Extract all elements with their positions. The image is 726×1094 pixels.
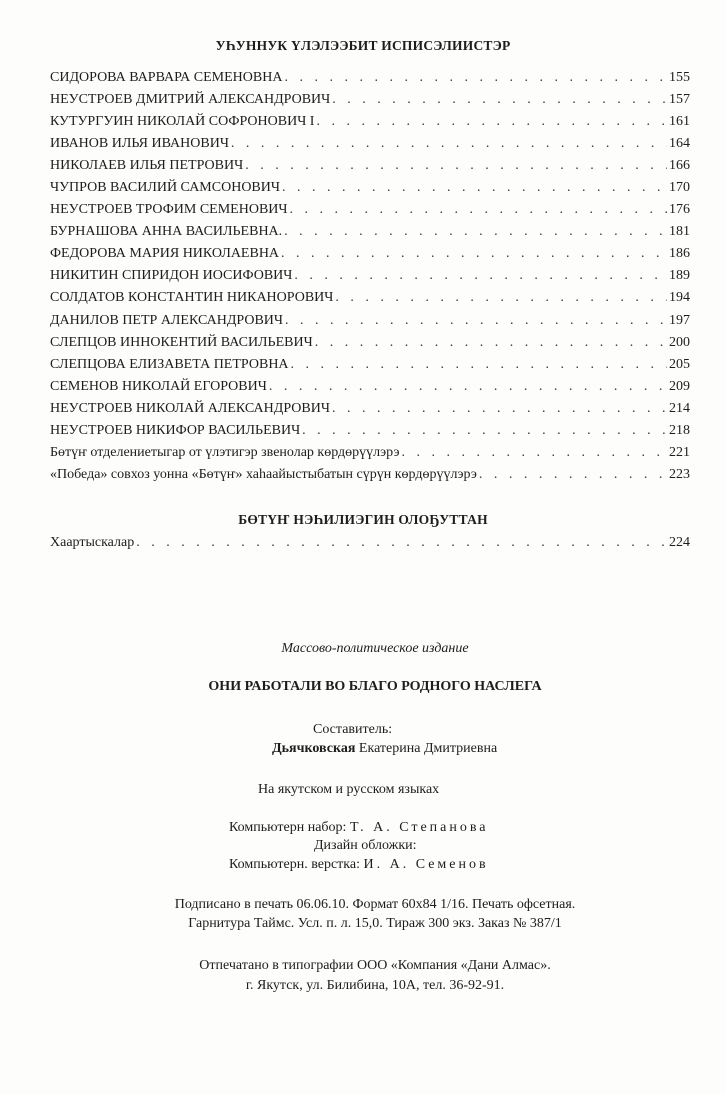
toc-entry-title: ФЕДОРОВА МАРИЯ НИКОЛАЕВНА [50,246,280,262]
toc-entry-page: 189 [669,268,690,284]
dot-leader [284,224,667,240]
book-title: ОНИ РАБОТАЛИ ВО БЛАГО РОДНОГО НАСЛЕГА [208,679,542,694]
toc-entry [50,202,690,224]
toc-entry-page: 194 [669,290,690,306]
toc-entry [50,313,690,335]
toc-entry-page: 221 [669,444,690,460]
toc-entry [50,268,690,290]
print-info: Подписано в печать 06.06.10. Формат 60x84 1/16. Печать офсетная. [174,897,576,912]
toc-entry-title: Хаартыскалар [50,535,135,550]
dot-leader [284,70,667,86]
section-title: БӨТҮҤ НЭҺИЛИЭГИН ОЛОҔУТТАН [238,512,488,527]
toc-entry-title: НИКИТИН СПИРИДОН ИОСИФОВИЧ [50,268,293,284]
toc-entry [50,335,690,357]
toc-entry [50,224,690,246]
dot-leader [281,246,667,262]
toc-entry [50,180,690,202]
compiler-label: Составитель: [313,722,393,737]
toc-entry-title: ДАНИЛОВ ПЕТР АЛЕКСАНДРОВИЧ [50,312,283,328]
toc-entry-title: НЕУСТРОЕВ ТРОФИМ СЕМЕНОВИЧ [50,202,288,218]
toc-entry [50,357,690,379]
toc-entry-page: 155 [669,70,690,85]
toc-entry-title: СОЛДАТОВ КОНСТАНТИН НИКАНОРОВИЧ [50,290,334,306]
toc-entry-page: 170 [669,180,690,196]
toc-entry [50,535,690,557]
toc-entry-page: 223 [669,466,690,482]
dot-leader [332,401,667,417]
toc-entry-title: БУРНАШОВА АННА ВАСИЛЬЕВНА. [50,224,283,240]
toc-entry [50,114,690,136]
toc-entry-page: 224 [669,535,690,550]
compiler-name: Екатерина Дмитриевна [358,741,498,756]
toc-entry-title: НИКОЛАЕВ ИЛЬЯ ПЕТРОВИЧ [50,158,244,174]
printer-info: г. Якутск, ул. Билибина, 10А, тел. 36-92-91. [245,978,505,993]
toc-entry-page: 205 [669,356,690,372]
dot-leader [290,202,668,218]
toc-entry-title: СЛЕПЦОВА ЕЛИЗАВЕТА ПЕТРОВНА [50,356,289,372]
toc-entry-title: КУТУРГУИН НИКОЛАЙ СОФРОНОВИЧ I [50,114,315,130]
toc-entry-page: 197 [669,312,690,328]
toc-entry-page: 176 [669,202,690,218]
table-of-contents [50,70,690,489]
toc-entry-page: 157 [669,92,690,108]
toc-entry [50,246,690,268]
toc-entry-page: 214 [669,400,690,416]
toc-entry-title: «Победа» совхоз уонна «Бөтүҥ» хаһаайыстыбатын сүрүн көрдөрүүлэрэ [50,466,477,482]
toc-entry-page: 166 [669,158,690,174]
print-info: Гарнитура Таймс. Усл. п. л. 15,0. Тираж 300 экз. Заказ № 387/1 [188,916,562,931]
toc-entry [50,290,690,312]
typeset-name: Т. А. Степанова [349,820,489,835]
toc-entry-page: 164 [669,136,690,152]
layout-label: Компьютерн. верстка: [229,857,360,872]
dot-leader [316,114,667,130]
toc-entry [50,70,690,92]
toc-entry-page: 186 [669,246,690,262]
toc-entry-title: СИДОРОВА ВАРВАРА СЕМЕНОВНА [50,70,283,85]
dot-leader [282,180,667,196]
toc-entry-page: 218 [669,422,690,438]
dot-leader [245,158,667,174]
toc-entry-title: СЛЕПЦОВ ИННОКЕНТИЙ ВАСИЛЬЕВИЧ [50,334,313,350]
section-title: УҺУННУК ҮЛЭЛЭЭБИТ ИСПИСЭЛИИСТЭР [215,38,511,53]
dot-leader [479,467,667,483]
printer-info: Отпечатано в типографии ООО «Компания «Дани Алмас». [199,958,551,973]
dot-leader [291,357,667,373]
toc-entry-page: 181 [669,224,690,240]
toc-entry [50,467,690,489]
dot-leader [231,136,667,152]
cover-label: Дизайн обложки: [314,838,417,853]
dot-leader [335,290,667,306]
dot-leader [315,335,667,351]
compiler-surname: Дьячковская [272,741,356,756]
dot-leader [136,535,667,551]
dot-leader [285,313,667,329]
toc-entry-title: ИВАНОВ ИЛЬЯ ИВАНОВИЧ [50,136,229,152]
toc-entry [50,158,690,180]
typeset-label: Компьютерн набор: [229,820,347,835]
toc-entry-title: Бөтүҥ отделениетыгар от үлэтигэр звенолар көрдөрүүлэрэ [50,444,400,460]
toc-entry-title: ЧУПРОВ ВАСИЛИЙ САМСОНОВИЧ [50,180,280,196]
dot-leader [294,268,667,284]
table-of-contents [50,535,690,557]
layout-name: И. А. Семенов [363,857,489,872]
toc-entry [50,92,690,114]
toc-entry-title: СЕМЕНОВ НИКОЛАЙ ЕГОРОВИЧ [50,378,267,394]
edition-type: Массово-политическое издание [281,641,469,656]
toc-entry-title: НЕУСТРОЕВ НИКОЛАЙ АЛЕКСАНДРОВИЧ [50,400,330,416]
toc-entry [50,423,690,445]
toc-entry [50,379,690,401]
dot-leader [332,92,667,108]
toc-entry [50,136,690,158]
languages: На якутском и русском языках [258,782,440,797]
toc-entry-page: 161 [669,114,690,130]
toc-entry-title: НЕУСТРОЕВ ДМИТРИЙ АЛЕКСАНДРОВИЧ [50,92,331,108]
dot-leader [269,379,667,395]
dot-leader [302,423,667,439]
toc-entry [50,445,690,467]
toc-entry [50,401,690,423]
toc-entry-page: 200 [669,334,690,350]
toc-entry-title: НЕУСТРОЕВ НИКИФОР ВАСИЛЬЕВИЧ [50,422,301,438]
dot-leader [402,445,667,461]
toc-entry-page: 209 [669,378,690,394]
